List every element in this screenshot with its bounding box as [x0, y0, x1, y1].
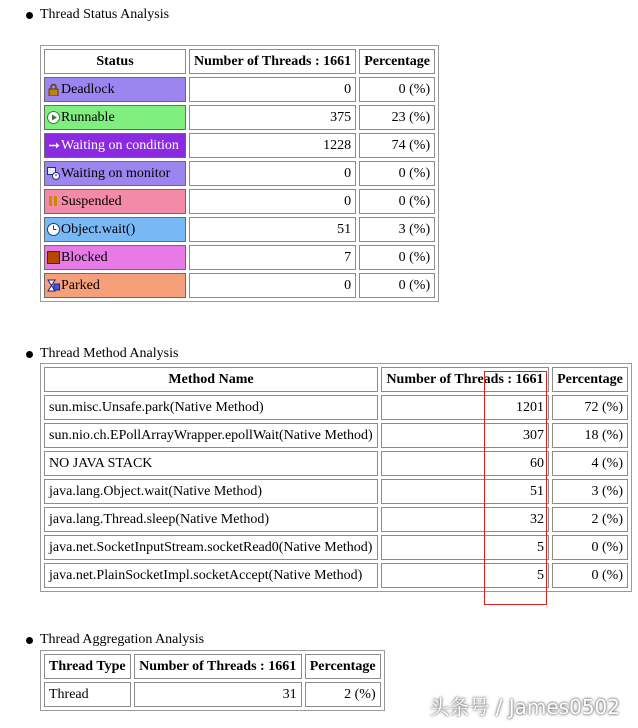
- table-row: [44, 451, 628, 476]
- bullet-icon: [26, 12, 33, 19]
- thread-count-cell: 1228: [189, 133, 356, 158]
- thread-count-cell: 32: [381, 507, 549, 532]
- thread-count-cell: 7: [189, 245, 356, 270]
- hourglass-icon: [47, 279, 60, 292]
- percentage-cell: 18 (%): [552, 423, 628, 448]
- type-column-header: Thread Type: [44, 654, 131, 679]
- thread-count-cell: 31: [134, 682, 302, 707]
- thread-count-cell: 60: [381, 451, 549, 476]
- thread-method-table: [40, 363, 632, 592]
- percentage-cell: 3 (%): [359, 217, 435, 242]
- percentage-cell: 72 (%): [552, 395, 628, 420]
- table-row: [44, 161, 435, 186]
- thread-status-table: [40, 45, 439, 302]
- table-row: [44, 535, 628, 560]
- percentage-cell: 0 (%): [552, 563, 628, 588]
- status-cell-content: [47, 106, 183, 129]
- method-section-title: Thread Method Analysis: [40, 346, 179, 361]
- status-label: Deadlock: [61, 81, 115, 97]
- status-cell: [44, 245, 186, 270]
- play-icon: [47, 111, 60, 124]
- percentage-cell: 23 (%): [359, 105, 435, 130]
- status-label: Waiting on monitor: [61, 165, 171, 181]
- thread-count-cell: 5: [381, 563, 549, 588]
- aggregation-section-heading: [26, 632, 204, 648]
- percentage-cell: 4 (%): [552, 451, 628, 476]
- status-cell-content: [47, 162, 183, 185]
- percentage-column-header: Percentage: [359, 49, 435, 74]
- method-name-cell: java.lang.Thread.sleep(Native Method): [44, 507, 378, 532]
- percentage-cell: 0 (%): [359, 273, 435, 298]
- status-cell: [44, 133, 186, 158]
- method-name-cell: NO JAVA STACK: [44, 451, 378, 476]
- method-name-cell: java.lang.Object.wait(Native Method): [44, 479, 378, 504]
- status-label: Waiting on condition: [61, 137, 179, 153]
- percentage-cell: 0 (%): [359, 77, 435, 102]
- method-name-cell: java.net.SocketInputStream.socketRead0(Native Method): [44, 535, 378, 560]
- method-name-cell: sun.nio.ch.EPollArrayWrapper.epollWait(Native Method): [44, 423, 378, 448]
- table-row: [44, 105, 435, 130]
- blocked-square-icon: [47, 251, 60, 264]
- arrow-icon: [47, 139, 60, 152]
- table-row: [44, 273, 435, 298]
- table-row: [44, 507, 628, 532]
- table-row: [44, 423, 628, 448]
- table-row: [44, 133, 435, 158]
- method-column-header: Method Name: [44, 367, 378, 392]
- table-header-row: [44, 654, 381, 679]
- percentage-cell: 2 (%): [305, 682, 381, 707]
- thread-count-cell: 51: [381, 479, 549, 504]
- bullet-icon: [26, 637, 33, 644]
- percentage-cell: 2 (%): [552, 507, 628, 532]
- status-cell-content: [47, 134, 183, 157]
- status-section-title: Thread Status Analysis: [40, 7, 170, 22]
- status-section-heading: [26, 7, 169, 23]
- status-cell-content: [47, 218, 183, 241]
- percentage-cell: 74 (%): [359, 133, 435, 158]
- status-column-header: Status: [44, 49, 186, 74]
- thread-count-cell: 0: [189, 189, 356, 214]
- status-cell-content: [47, 78, 183, 101]
- status-cell: [44, 217, 186, 242]
- table-row: [44, 479, 628, 504]
- status-label: Parked: [61, 277, 100, 293]
- table-row: [44, 563, 628, 588]
- threads-column-header: Number of Threads : 1661: [134, 654, 302, 679]
- table-header-row: [44, 367, 628, 392]
- thread-aggregation-table: [40, 650, 385, 711]
- status-cell: [44, 105, 186, 130]
- percentage-column-header: Percentage: [305, 654, 381, 679]
- status-cell: [44, 273, 186, 298]
- status-cell-content: [47, 274, 183, 297]
- table-header-row: [44, 49, 435, 74]
- percentage-cell: 0 (%): [359, 189, 435, 214]
- status-label: Suspended: [61, 193, 122, 209]
- status-label: Object.wait(): [61, 221, 136, 237]
- pause-icon: [47, 195, 60, 208]
- percentage-cell: 0 (%): [359, 161, 435, 186]
- method-section-heading: [26, 346, 178, 362]
- status-cell-content: [47, 190, 183, 213]
- status-cell: [44, 189, 186, 214]
- thread-count-cell: 51: [189, 217, 356, 242]
- table-row: [44, 189, 435, 214]
- lock-icon: [47, 83, 60, 96]
- thread-count-cell: 1201: [381, 395, 549, 420]
- percentage-column-header: Percentage: [552, 367, 628, 392]
- status-cell-content: [47, 246, 183, 269]
- thread-count-cell: 0: [189, 161, 356, 186]
- watermark: 头条号 / James0502: [429, 695, 620, 719]
- percentage-cell: 0 (%): [359, 245, 435, 270]
- status-cell: [44, 77, 186, 102]
- thread-type-cell: Thread: [44, 682, 131, 707]
- thread-count-cell: 5: [381, 535, 549, 560]
- table-row: [44, 682, 381, 707]
- thread-count-cell: 0: [189, 273, 356, 298]
- percentage-cell: 3 (%): [552, 479, 628, 504]
- method-name-cell: sun.misc.Unsafe.park(Native Method): [44, 395, 378, 420]
- thread-count-cell: 375: [189, 105, 356, 130]
- status-cell: [44, 161, 186, 186]
- table-row: [44, 395, 628, 420]
- percentage-cell: 0 (%): [552, 535, 628, 560]
- status-label: Blocked: [61, 249, 108, 265]
- method-name-cell: java.net.PlainSocketImpl.socketAccept(Native Method): [44, 563, 378, 588]
- table-row: [44, 245, 435, 270]
- status-label: Runnable: [61, 109, 115, 125]
- thread-count-cell: 0: [189, 77, 356, 102]
- clock-icon: [47, 223, 60, 236]
- table-row: [44, 217, 435, 242]
- threads-column-header: Number of Threads : 1661: [189, 49, 356, 74]
- bullet-icon: [26, 351, 33, 358]
- monitor-clock-icon: [47, 167, 60, 180]
- table-row: [44, 77, 435, 102]
- aggregation-section-title: Thread Aggregation Analysis: [40, 632, 205, 647]
- thread-count-cell: 307: [381, 423, 549, 448]
- threads-column-header: Number of Threads : 1661: [381, 367, 549, 392]
